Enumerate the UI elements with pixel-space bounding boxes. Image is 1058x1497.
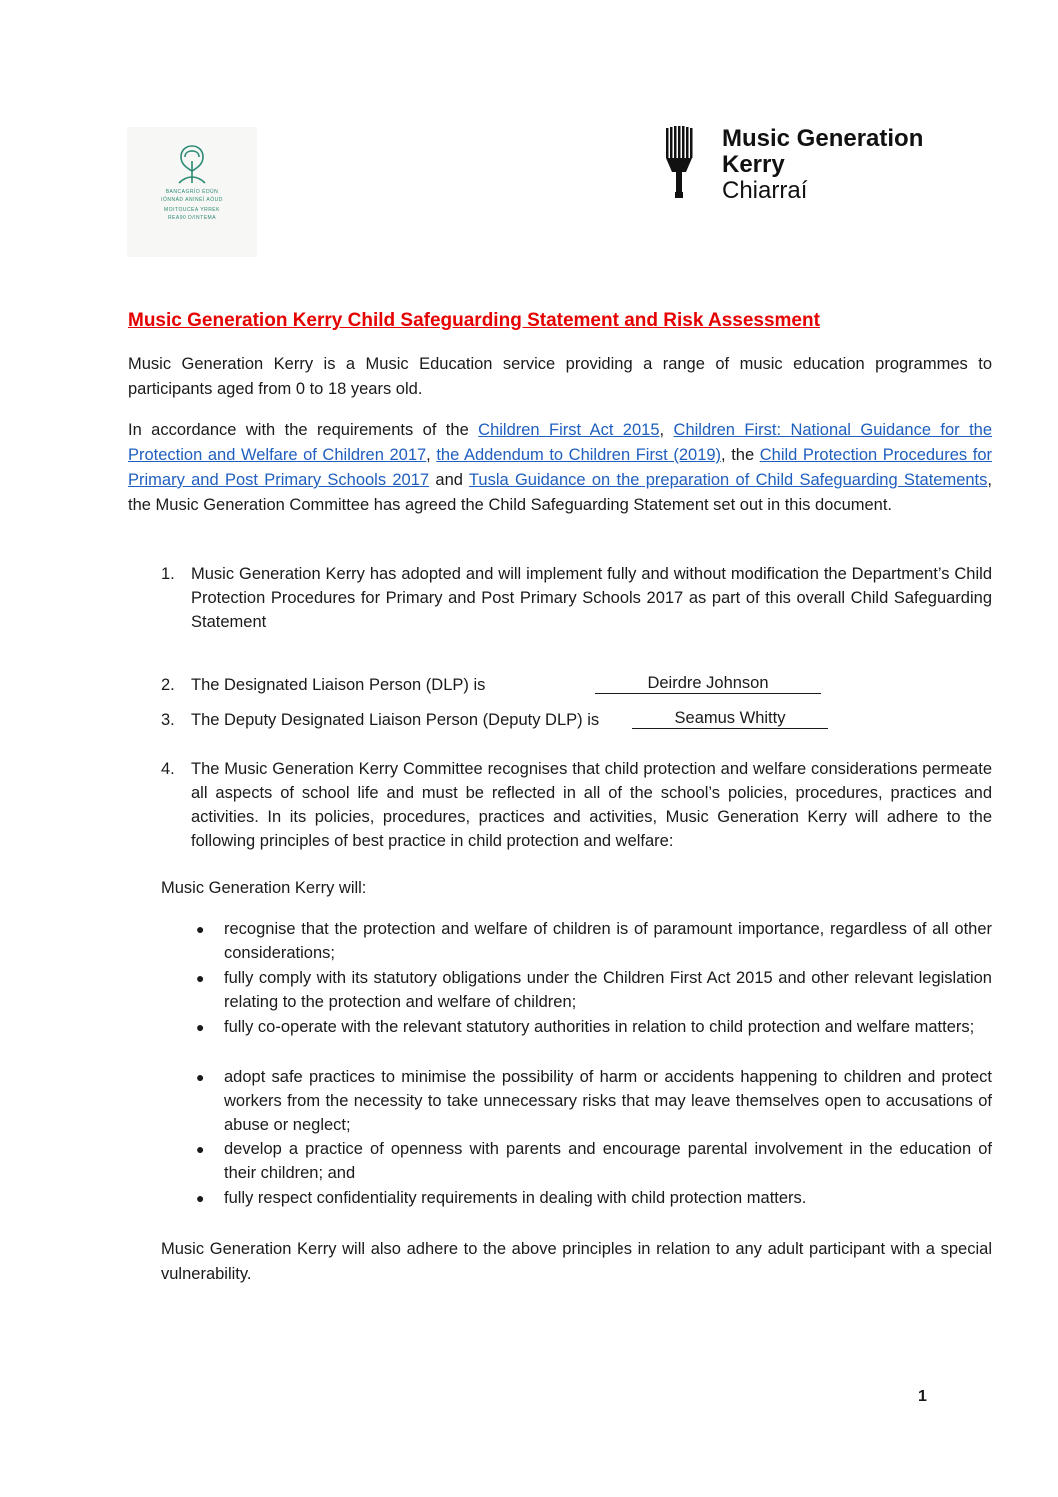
item-number: 1. xyxy=(161,565,175,583)
will-heading: Music Generation Kerry will: xyxy=(161,879,367,897)
crest-text-1: BANCAGRÍO ÉDÚN xyxy=(165,189,219,195)
school-crest-logo xyxy=(127,127,257,257)
item-text: The Music Generation Kerry Committee recognises that child protection and welfare considerations permeate all aspects of school life and must be reflected in all of the school’s policies, procedures, practices and activities. In its policies, procedures, practices and activities, Music Generation Kerry will adhere to the following principles of best practice in child protection and welfare: xyxy=(191,760,992,850)
bullet-icon: ● xyxy=(196,1190,205,1206)
dlp-name: Deirdre Johnson xyxy=(595,673,821,694)
crest-text-2: IÓNNÁD ANÍNÉÍ AÓUD xyxy=(161,197,223,203)
accordance-text-5: and xyxy=(429,471,469,489)
music-generation-kerry-logo xyxy=(662,126,952,206)
accordance-text-4: , the xyxy=(721,446,760,464)
closing-paragraph: Music Generation Kerry will also adhere to the above principles in relation to any adult participant with a special vulnerability. xyxy=(161,1240,992,1283)
link-children-first-act[interactable]: Children First Act 2015 xyxy=(478,421,660,439)
brand-line-3: Chiarraí xyxy=(722,177,808,204)
tree-icon xyxy=(171,143,213,185)
bullet-icon: ● xyxy=(196,921,205,937)
accordance-text-2: , xyxy=(659,421,674,439)
brand-line-2: Kerry xyxy=(722,151,785,178)
deputy-dlp-name: Seamus Whitty xyxy=(632,708,828,729)
page-number: 1 xyxy=(918,1388,927,1405)
bullet-icon: ● xyxy=(196,1141,205,1157)
bullet-text: fully respect confidentiality requirements in dealing with child protection matters. xyxy=(224,1189,807,1207)
bullet-text: recognise that the protection and welfare of children is of paramount importance, regardless of all other considerations; xyxy=(224,920,992,962)
crest-text-3: MOITOUCEA YRREK xyxy=(164,207,220,213)
bullet-icon: ● xyxy=(196,970,205,986)
link-tusla-guidance[interactable]: Tusla Guidance on the preparation of Child Safeguarding Statements xyxy=(468,471,988,489)
accordance-text-3: , xyxy=(426,446,437,464)
item-number: 3. xyxy=(161,711,175,729)
accordance-text-1: In accordance with the requirements of the xyxy=(128,421,479,439)
bullet-text: fully co-operate with the relevant statutory authorities in relation to child protection and welfare matters; xyxy=(224,1018,975,1036)
bullet-icon: ● xyxy=(196,1069,205,1085)
bullet-text: adopt safe practices to minimise the possibility of harm or accidents happening to children and protect workers from the necessity to take unnecessary risks that may leave themselves open to accusations of abuse or neglect; xyxy=(224,1068,992,1134)
link-addendum[interactable]: the Addendum to Children First (2019) xyxy=(436,446,722,464)
deputy-dlp-label: The Deputy Designated Liaison Person (Deputy DLP) is xyxy=(191,711,600,729)
dlp-label: The Designated Liaison Person (DLP) is xyxy=(191,676,486,694)
link-child-protection-procedures[interactable]: Child Protection Procedures for Primary and Post Primary Schools 2017 xyxy=(128,446,992,489)
accordance-text-6: , the Music Generation Committee has agreed the Child Safeguarding Statement set out in this document. xyxy=(128,471,992,514)
item-number: 4. xyxy=(161,760,175,778)
brand-wordmark xyxy=(722,126,923,204)
bullet-text: fully comply with its statutory obligations under the Children First Act 2015 and other relevant legislation relating to the protection and welfare of children; xyxy=(224,969,992,1011)
item-text: Music Generation Kerry has adopted and will implement fully and without modification the Department’s Child Protection Procedures for Primary and Post Primary Schools 2017 as part of this overall Child Safeguarding Statement xyxy=(191,565,992,631)
crest-text-4: REA90 D/INTEMA xyxy=(167,215,217,221)
intro-paragraph: Music Generation Kerry is a Music Education service providing a range of music education programmes to participants aged from 0 to 18 years old. xyxy=(128,355,992,398)
document-title: Music Generation Kerry Child Safeguarding Statement and Risk Assessment xyxy=(128,310,820,331)
bullet-icon: ● xyxy=(196,1019,205,1035)
brand-line-1: Music Generation xyxy=(722,125,924,152)
accordance-paragraph xyxy=(128,418,992,518)
deputy-dlp-line xyxy=(191,708,992,732)
item-number: 2. xyxy=(161,676,175,694)
link-national-guidance[interactable]: Children First: National Guidance for the Protection and Welfare of Children 2017 xyxy=(128,421,993,464)
microphone-icon xyxy=(662,126,696,206)
dlp-line xyxy=(191,673,992,697)
bullet-text: develop a practice of openness with parents and encourage parental involvement in the education of their children; and xyxy=(224,1140,992,1182)
